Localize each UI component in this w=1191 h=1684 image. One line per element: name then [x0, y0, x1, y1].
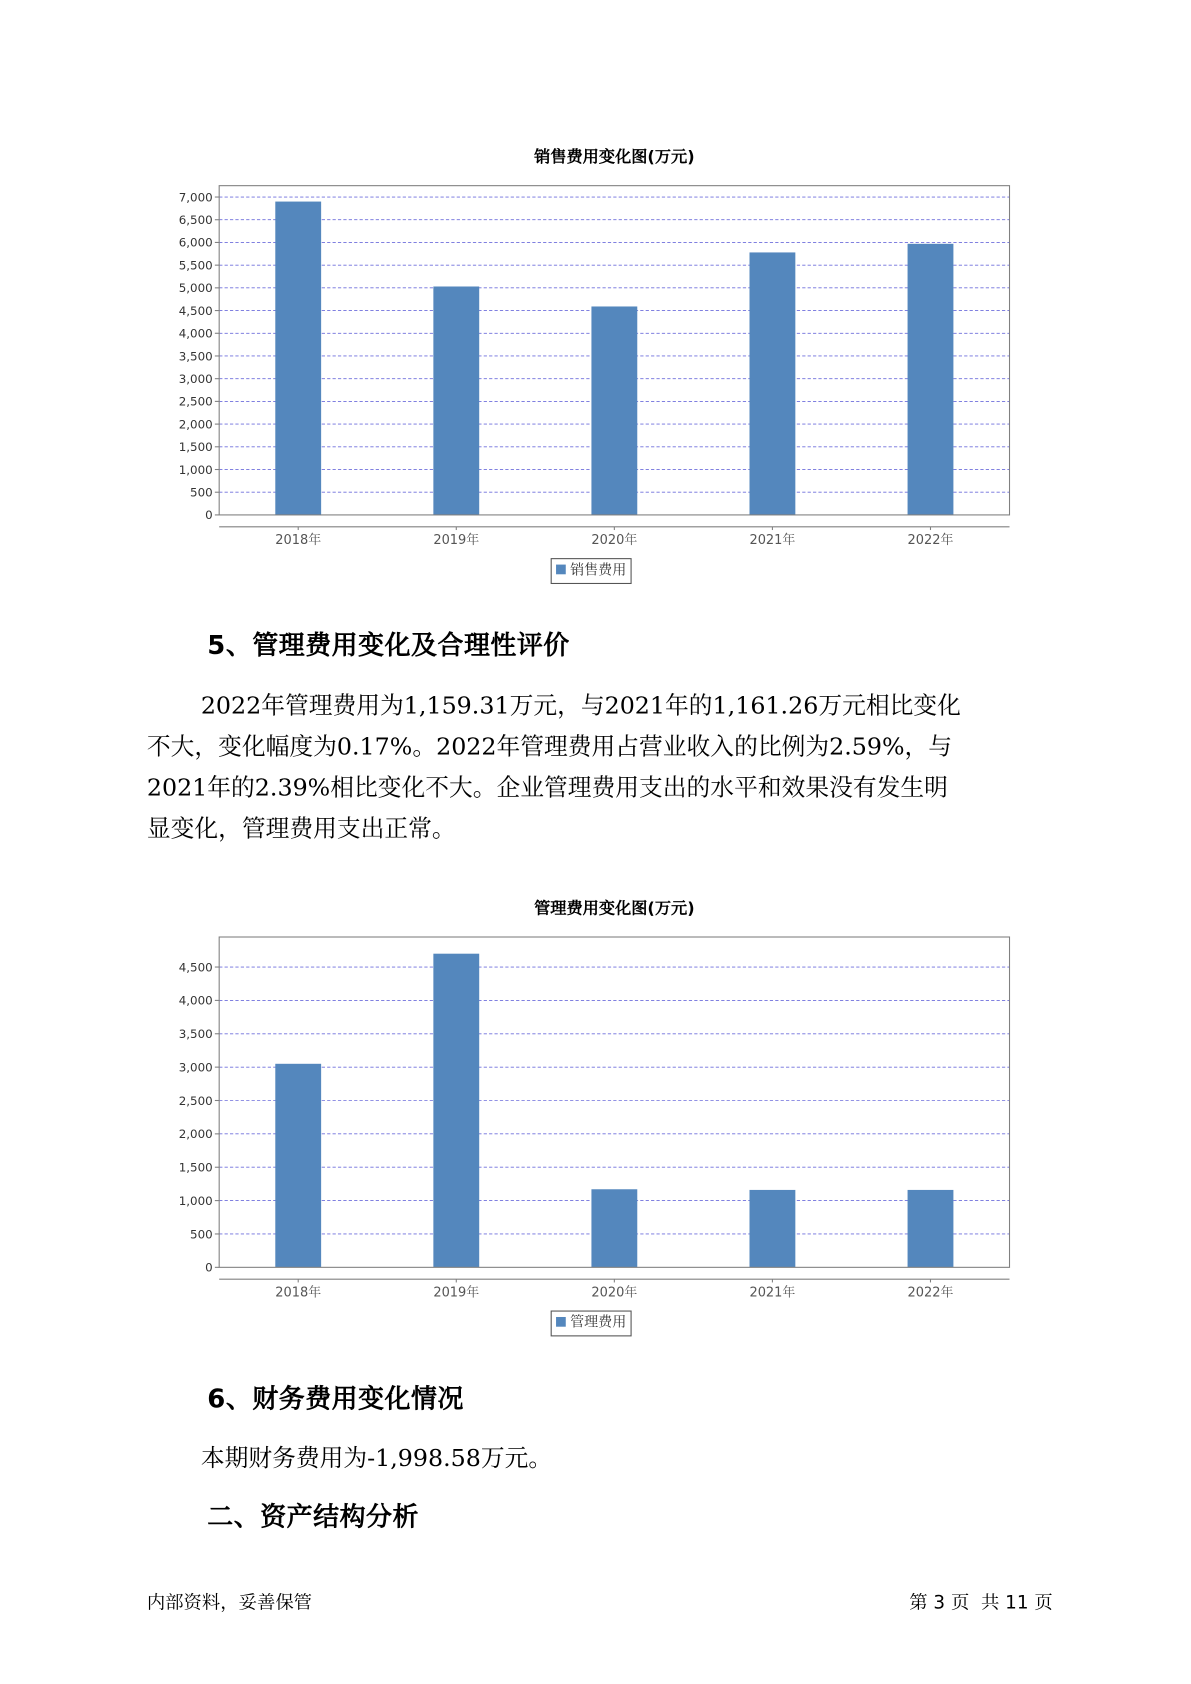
x-tick-label: 2022年 [907, 1285, 954, 1301]
y-tick-label: 3,500 [178, 349, 213, 364]
y-tick-label: 6,500 [178, 213, 213, 228]
y-tick-label: 3,000 [178, 1060, 213, 1075]
x-tick-label: 2020年 [591, 1285, 638, 1301]
sales-chart-legend [551, 558, 632, 584]
y-tick-label: 3,500 [178, 1027, 213, 1042]
bar-2020年 [591, 1189, 637, 1267]
y-tick-label: 2,000 [178, 417, 213, 432]
y-tick-label: 1,000 [178, 1193, 213, 1208]
legend-label: 销售费用 [570, 562, 627, 579]
x-tick-label: 2020年 [591, 533, 638, 549]
y-tick-label: 500 [190, 1227, 213, 1242]
y-tick-label: 2,500 [178, 1093, 213, 1108]
section-6-heading: 6、财务费用变化情况 [207, 1383, 464, 1415]
section-two-heading: 二、资产结构分析 [207, 1501, 419, 1532]
x-tick-label: 2019年 [433, 533, 480, 549]
y-tick-label: 2,500 [178, 394, 213, 409]
y-tick-label: 2,000 [178, 1127, 213, 1142]
x-tick-label: 2018年 [275, 533, 322, 549]
y-tick-label: 5,000 [178, 281, 213, 296]
x-tick-label: 2018年 [275, 1285, 322, 1301]
legend-swatch [556, 1317, 566, 1327]
admin-expense-chart [162, 926, 1026, 1304]
footer-confidential-note: 内部资料，妥善保管 [146, 1592, 313, 1614]
y-tick-label: 500 [190, 485, 213, 500]
y-tick-label: 3,000 [178, 372, 213, 386]
footer-page-number: 第 3 页 共 11 页 [909, 1592, 1053, 1614]
bar-2020年 [591, 306, 637, 514]
bar-2022年 [908, 244, 954, 515]
y-tick-label: 1,500 [178, 440, 213, 455]
y-tick-label: 1,500 [178, 1160, 213, 1175]
y-tick-label: 4,000 [178, 993, 213, 1008]
section-5-heading: 5、管理费用变化及合理性评价 [207, 630, 570, 661]
y-tick-label: 0 [205, 1260, 213, 1275]
legend-label: 管理费用 [570, 1314, 627, 1332]
x-tick-label: 2022年 [907, 533, 954, 549]
bar-2021年 [749, 252, 795, 514]
bar-2019年 [433, 954, 479, 1268]
paragraph-line: 不大，变化幅度为0.17%。2022年管理费用占营业收入的比例为2.59%，与 [146, 734, 953, 762]
paragraph-line: 本期财务费用为-1,998.58万元。 [200, 1445, 553, 1473]
y-tick-label: 1,000 [178, 462, 213, 477]
y-tick-label: 5,500 [178, 258, 213, 273]
y-tick-label: 4,500 [178, 960, 213, 975]
y-tick-label: 0 [205, 508, 213, 523]
paragraph-line: 显变化，管理费用支出正常。 [146, 816, 456, 844]
x-tick-label: 2021年 [749, 533, 796, 549]
x-tick-label: 2021年 [749, 1285, 796, 1301]
y-tick-label: 4,500 [178, 303, 213, 318]
bar-2018年 [275, 1064, 321, 1268]
x-tick-label: 2019年 [433, 1285, 480, 1301]
section-5-paragraph [147, 687, 1054, 851]
legend-swatch [556, 565, 566, 575]
y-tick-label: 7,000 [178, 190, 213, 205]
sales-expense-chart [162, 173, 1026, 551]
bar-2019年 [433, 286, 479, 514]
y-tick-label: 4,000 [178, 326, 213, 341]
y-tick-label: 6,000 [178, 235, 213, 250]
admin-chart-title: 管理费用变化图(万元) [534, 898, 695, 918]
section-6-paragraph [147, 1439, 1054, 1480]
bar-2021年 [749, 1190, 795, 1267]
paragraph-line: 2022年管理费用为1,159.31万元，与2021年的1,161.26万元相比变化 [200, 693, 961, 721]
bar-2022年 [908, 1190, 954, 1267]
admin-chart-legend [551, 1311, 632, 1337]
sales-chart-title: 销售费用变化图(万元) [534, 146, 695, 167]
paragraph-line: 2021年的2.39%相比变化不大。企业管理费用支出的水平和效果没有发生明 [146, 775, 948, 803]
bar-2018年 [275, 202, 321, 515]
